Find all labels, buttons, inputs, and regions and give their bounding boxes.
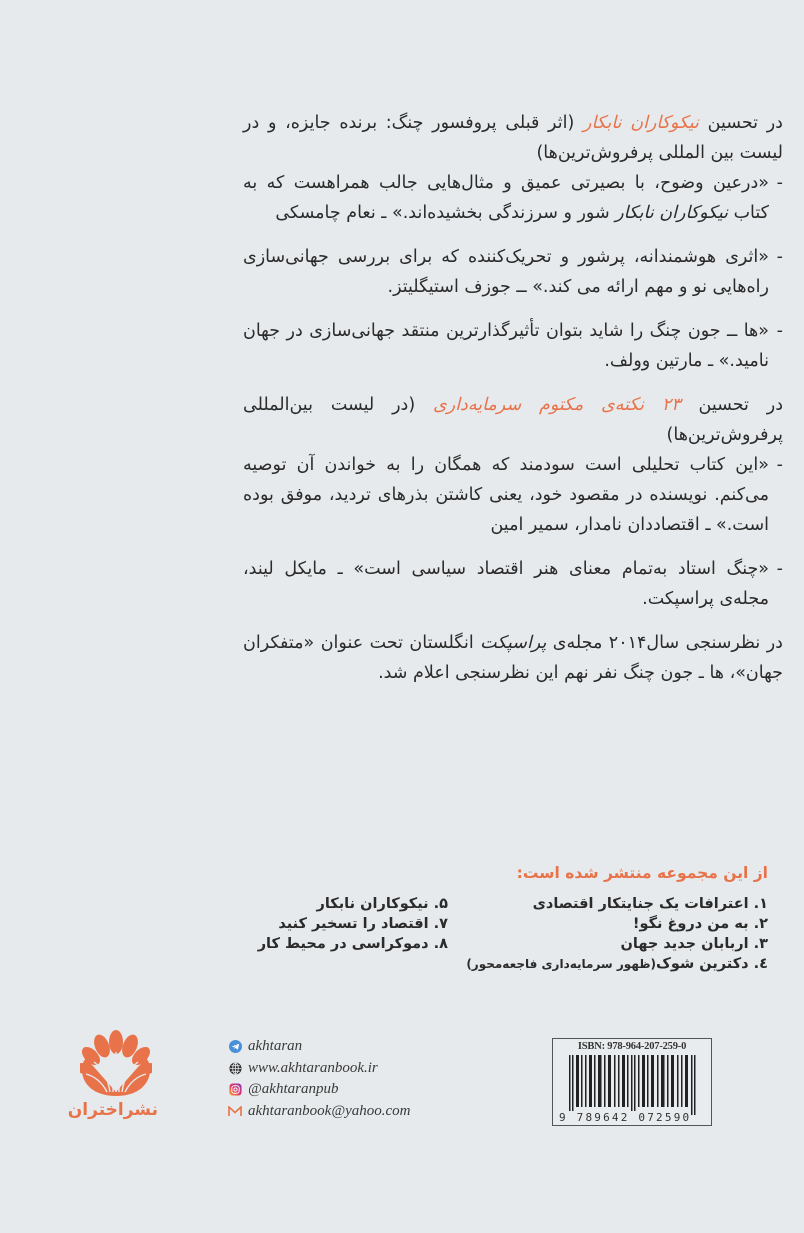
book-title-2: ۲۳ نکته‌ی مکتوم سرمایه‌داری (433, 395, 681, 415)
quote-stiglitz (243, 242, 783, 302)
contact-email[interactable] (228, 1101, 411, 1123)
intro-suffix: (اثر قبلی پروفسور چنگ: برنده جایزه، و در لیست بین المللی پرفروش‌ترین‌ها) (243, 113, 783, 163)
series-item: ۸. دموکراسی در محیط کار (257, 936, 448, 952)
isbn-label: ISBN: 978-964-207-259-0 (577, 1041, 687, 1052)
series-item: ۵. نیکوکاران نابکار (316, 896, 448, 912)
back-cover-text (243, 108, 783, 702)
quote-wolf (243, 316, 783, 376)
series-column-left (248, 894, 448, 974)
series-item-4 (458, 954, 768, 974)
series-column-right (458, 894, 768, 974)
quote-text-end: شور و سرزندگی بخشیده‌اند.» ـ نعام چامسکی (275, 203, 610, 223)
contact-website[interactable] (228, 1058, 411, 1080)
bullet-dash: - (776, 247, 783, 267)
book-title-1: نیکوکاران نابکار (583, 113, 699, 133)
quote-italic-title: نیکوکاران نابکار (615, 203, 728, 223)
globe-icon (228, 1061, 242, 1075)
quote-text: «چنگ استاد به‌تمام معنای هنر اقتصاد سیاسی است» ـ مایکل لیند، مجله‌ی پراسپکت. (243, 559, 769, 609)
mail-icon (228, 1104, 242, 1118)
publisher-name: نشراختران (67, 1100, 158, 1120)
quote-text: «این کتاب تحلیلی است سودمند که همگان را به خواندن آن توصیه می‌کنم. نویسنده در مقصود خود، یعنی کاشتن بذرهای تردید، موفق بوده است.» ـ اقتصاددان نامدار، سمیر امین (243, 455, 769, 535)
series-columns (248, 894, 768, 974)
telegram-icon (228, 1040, 242, 1054)
bullet-dash: - (776, 455, 783, 475)
contact-instagram[interactable] (228, 1079, 411, 1101)
praise-intro-1 (243, 108, 783, 168)
website-url: www.akhtaranbook.ir (248, 1059, 378, 1076)
series-item-note: (ظهور سرمایه‌داری فاجعه‌محور) (466, 957, 657, 971)
prospect-poll-note (243, 628, 783, 688)
quote-text: «درعین وضوح، با بصیرتی عمیق و مثال‌هایی جالب همراهست که به کتاب (243, 173, 769, 223)
magazine-name: پراسپکت (480, 633, 547, 653)
series-item: ۱. اعترافات یک جنایتکار اقتصادی (532, 896, 768, 912)
isbn-barcode (552, 1038, 712, 1126)
shell-logo-icon (80, 1030, 152, 1096)
quote-amin (243, 450, 783, 540)
series-list (248, 864, 768, 974)
poll-text: در نظرسنجی سال۲۰۱۴ مجله‌ی (552, 633, 783, 653)
barcode-icon (567, 1055, 699, 1115)
bullet-dash: - (776, 173, 783, 193)
series-title: از این مجموعه منتشر شده است: (516, 864, 768, 882)
bullet-dash: - (776, 321, 783, 341)
contact-telegram[interactable] (228, 1036, 411, 1058)
quote-chomsky (243, 168, 783, 228)
series-item-title: ٤. دکترین شوک (656, 956, 768, 972)
series-item: ۲. به من دروغ نگو! (632, 916, 768, 932)
intro-prefix: در تحسین (698, 395, 784, 415)
isbn-digits: 9 789642 072590 (559, 1111, 692, 1124)
quote-text: «ها ــ جون چنگ را شاید بتوان تأثیرگذارترین منتقد جهانی‌سازی در جهان نامید.» ـ مارتین وولف. (243, 321, 769, 371)
publisher-logo (67, 1030, 158, 1120)
instagram-icon (228, 1083, 242, 1097)
contact-list (228, 1036, 411, 1122)
series-item: ۳. اربابان جدید جهان (620, 936, 768, 952)
quote-text: «اثری هوشمندانه، پرشور و تحریک‌کننده که برای بررسی جهانی‌سازی راه‌هایی نو و مهم ارائه می کند.» ــ جوزف استیگلیتز. (243, 247, 769, 297)
instagram-handle: @akhtaranpub (248, 1081, 339, 1097)
intro-suffix: (در لیست بین‌المللی پرفروش‌ترین‌ها) (243, 395, 783, 445)
intro-prefix: در تحسین (707, 113, 783, 133)
poll-text-end: انگلستان تحت عنوان «متفکران جهان»، ها ـ جون چنگ نفر نهم این نظرسنجی اعلام شد. (243, 633, 783, 683)
bullet-dash: - (776, 559, 783, 579)
telegram-handle: akhtaran (248, 1038, 303, 1054)
email-address: akhtaranbook@yahoo.com (248, 1102, 411, 1119)
quote-lind (243, 554, 783, 614)
series-item: ۷. اقتصاد را تسخیر کنید (278, 916, 448, 932)
praise-intro-2 (243, 390, 783, 450)
